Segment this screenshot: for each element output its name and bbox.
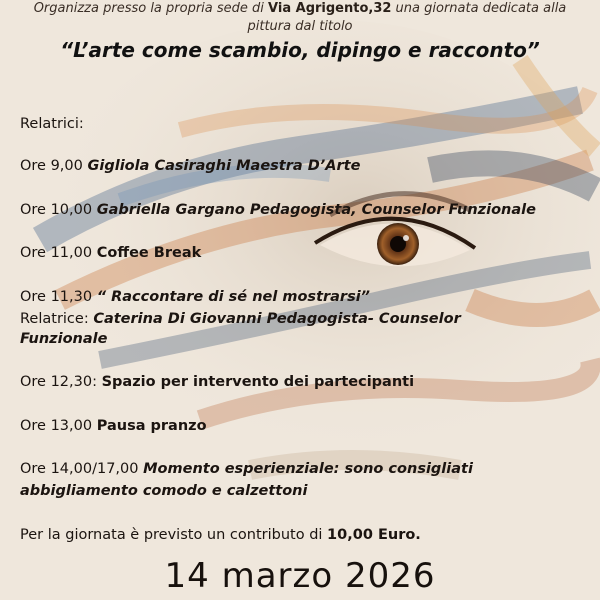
schedule-item	[20, 416, 590, 436]
intro-part1: Organizza presso la propria sede di	[33, 1, 269, 16]
schedule-time: Ore 14,00/17,00	[20, 461, 139, 477]
intro-line2: pittura dal titolo	[247, 19, 353, 34]
relatrici-label: Relatrici:	[20, 116, 84, 132]
schedule-text: Gabriella Gargano Pedagogista, Counselor Funzionale	[96, 202, 536, 218]
schedule-speaker: Caterina Di Giovanni Pedagogista- Counselor	[93, 311, 461, 327]
schedule-time: Ore 11,00	[20, 245, 93, 261]
schedule-time: Ore 9,00	[20, 158, 83, 174]
intro-part2: una giornata dedicata alla	[391, 1, 567, 16]
relatrice-label: Relatrice:	[20, 311, 89, 327]
schedule-item	[20, 200, 590, 220]
contribution-note	[20, 525, 590, 545]
schedule-text: Pausa pranzo	[96, 418, 207, 434]
schedule-text: “ Raccontare di sé nel mostrarsi”	[96, 289, 371, 305]
schedule-text: Momento esperienziale: sono consigliati	[143, 461, 473, 477]
schedule-time: Ore 13,00	[20, 418, 93, 434]
schedule-item-speaker-cont	[20, 329, 590, 349]
schedule-item	[20, 287, 590, 307]
schedule-item	[20, 459, 590, 479]
schedule-item-speaker	[20, 309, 590, 329]
schedule-item	[20, 243, 590, 263]
contribution-prefix: Per la giornata è previsto un contributo di	[20, 527, 328, 543]
schedule-item-cont	[20, 481, 590, 501]
schedule-speaker-cont: Funzionale	[20, 331, 108, 347]
schedule-text-cont: abbigliamento comodo e calzettoni	[20, 483, 308, 499]
contribution-amount: 10,00 Euro.	[327, 527, 421, 543]
event-title: “L’arte come scambio, dipingo e racconto”	[60, 38, 540, 62]
intro-address: Via Agrigento,32	[268, 1, 392, 16]
schedule-text: Gigliola Casiraghi Maestra D’Arte	[87, 158, 361, 174]
schedule-item	[20, 156, 590, 176]
schedule-time: Ore 10,00	[20, 202, 93, 218]
event-date: 14 marzo 2026	[164, 556, 436, 596]
schedule-time: Ore 11,30	[20, 289, 93, 305]
schedule-item	[20, 372, 590, 392]
schedule-text: Coffee Break	[96, 245, 202, 261]
schedule-time: Ore 12,30:	[20, 374, 97, 390]
schedule-text: Spazio per intervento dei partecipanti	[101, 374, 415, 390]
